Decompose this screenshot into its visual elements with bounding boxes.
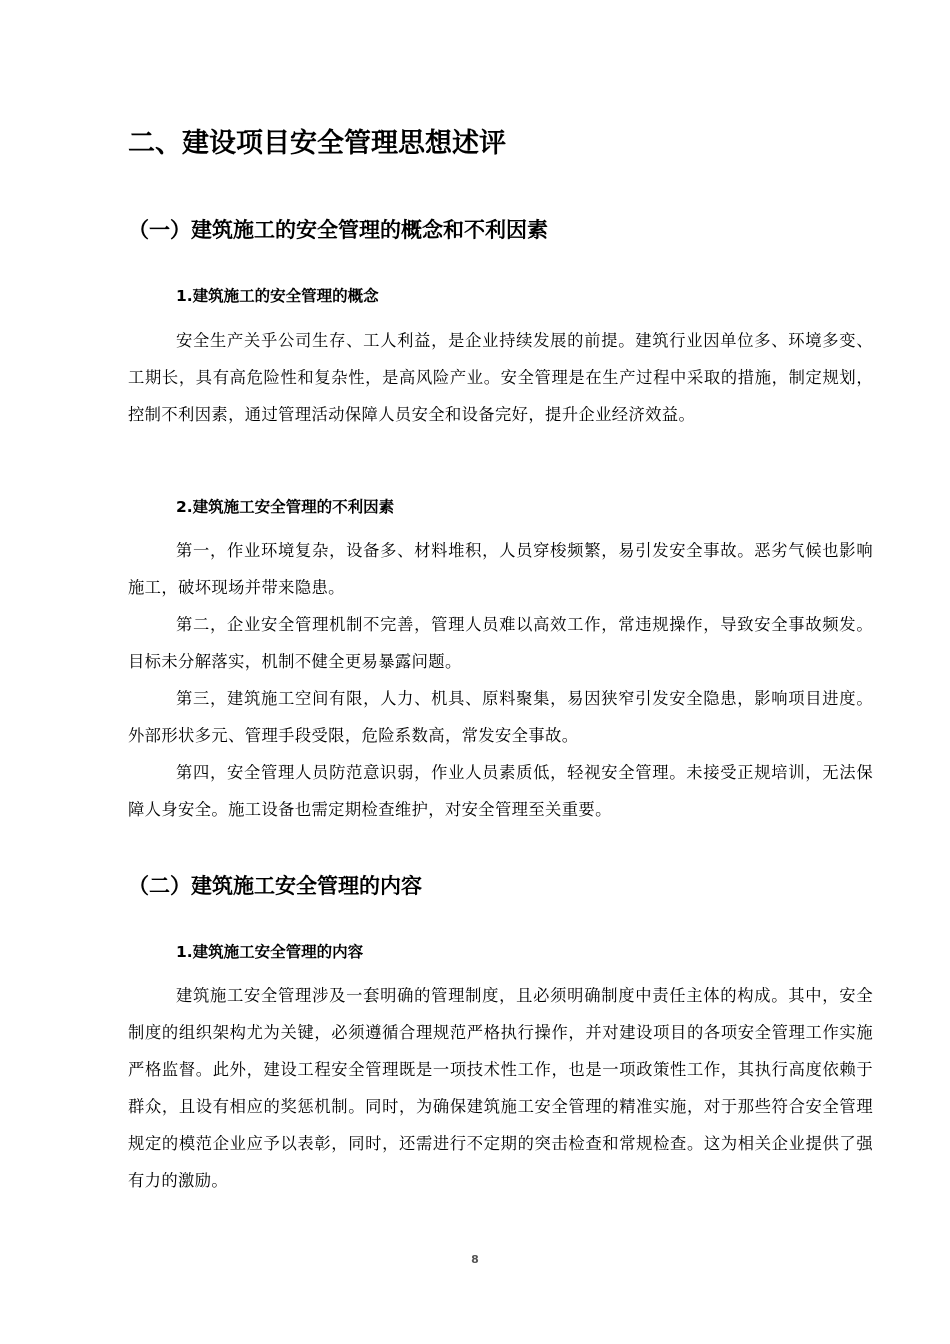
paragraph-factor-4: 第四，安全管理人员防范意识弱，作业人员素质低，轻视安全管理。未接受正规培训，无法保障人身安全。施工设备也需定期检查维护，对安全管理至关重要。 xyxy=(128,763,873,819)
paragraph-content: 建筑施工安全管理涉及一套明确的管理制度，且必须明确制度中责任主体的构成。其中，安全制度的组织架构尤为关键，必须遵循合理规范严格执行操作，并对建设项目的各项安全管理工作实施严格监督。此外，建设工程安全管理既是一项技术性工作，也是一项政策性工作，其执行高度依赖于群众，且设有相应的奖惩机制。同时，为确保建筑施工安全管理的精准实施，对于那些符合安全管理规定的模范企业应予以表彰，同时，还需进行不定期的突击检查和常规检查。这为相关企业提供了强有力的激励。 xyxy=(128,986,873,1190)
paragraph-concept: 安全生产关乎公司生存、工人利益，是企业持续发展的前提。建筑行业因单位多、环境多变、工期长，具有高危险性和复杂性，是高风险产业。安全管理是在生产过程中采取的措施，制定规划，控制不利因素，通过管理活动保障人员安全和设备完好，提升企业经济效益。 xyxy=(128,331,873,424)
paragraph-factor-1: 第一，作业环境复杂，设备多、材料堆积，人员穿梭频繁，易引发安全事故。恶劣气候也影响施工，破坏现场并带来隐患。 xyxy=(128,541,873,597)
subsection-title-1-1: 1.建筑施工的安全管理的概念 xyxy=(176,287,379,305)
subsection-title-2-1: 1.建筑施工安全管理的内容 xyxy=(176,943,364,961)
paragraph-factor-2: 第二，企业安全管理机制不完善，管理人员难以高效工作，常违规操作，导致安全事故频发。目标未分解落实，机制不健全更易暴露问题。 xyxy=(128,615,873,671)
page-number: 8 xyxy=(471,1253,479,1266)
section-title-2: （二）建筑施工安全管理的内容 xyxy=(128,874,422,898)
subsection-title-1-2: 2.建筑施工安全管理的不利因素 xyxy=(176,498,395,516)
chapter-title: 二、建设项目安全管理思想述评 xyxy=(128,128,506,159)
paragraph-factor-3: 第三，建筑施工空间有限，人力、机具、原料聚集，易因狭窄引发安全隐患，影响项目进度。外部形状多元、管理手段受限，危险系数高，常发安全事故。 xyxy=(128,689,873,745)
section-title-1: （一）建筑施工的安全管理的概念和不利因素 xyxy=(128,218,548,242)
